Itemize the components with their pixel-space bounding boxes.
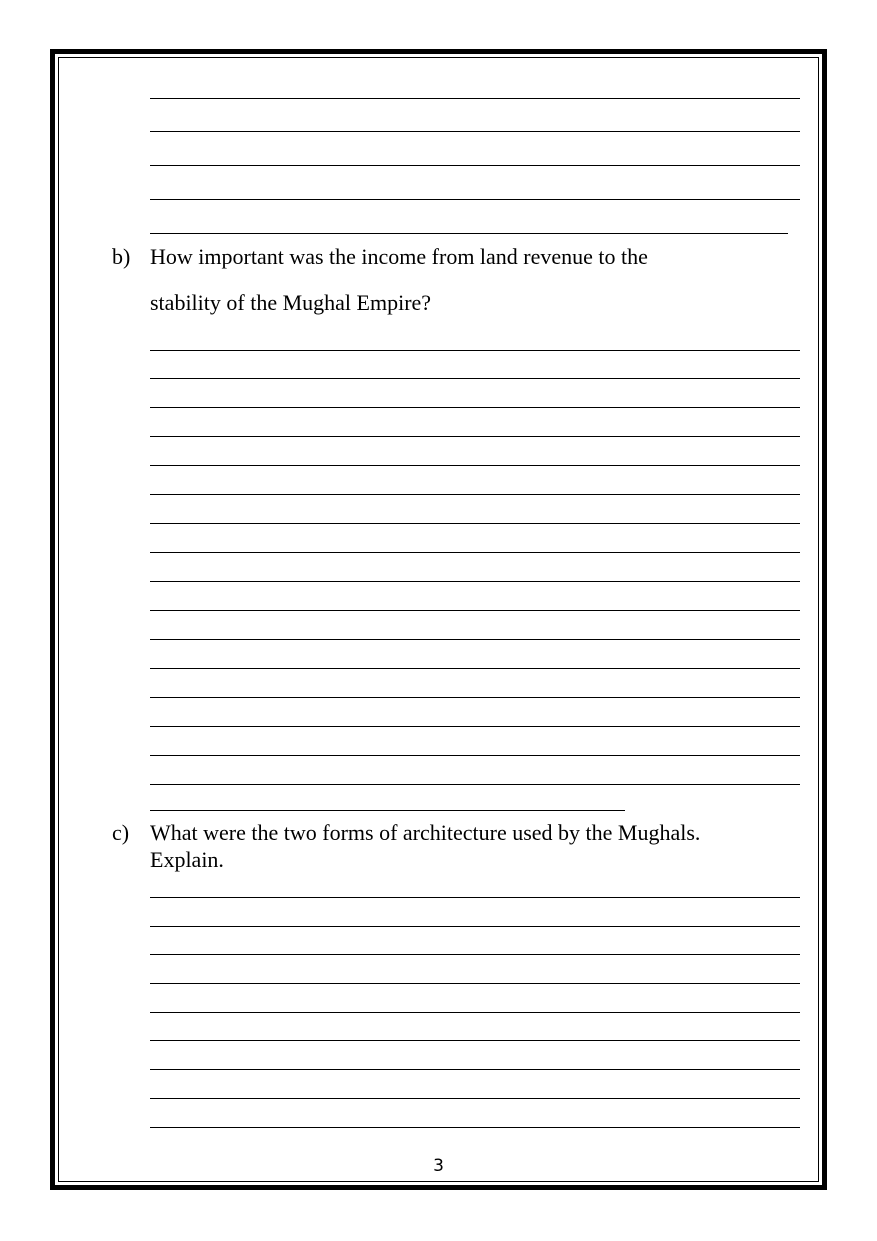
answer-line <box>150 926 800 927</box>
question-c-label: c) <box>112 820 130 845</box>
question-b-label: b) <box>112 244 131 269</box>
answer-line <box>150 131 800 132</box>
page-border-inner <box>58 57 819 1182</box>
answer-line <box>150 494 800 495</box>
answer-line <box>150 610 800 611</box>
answer-line <box>150 1012 800 1013</box>
answer-line <box>150 897 800 898</box>
answer-line <box>150 581 800 582</box>
answer-line <box>150 1098 800 1099</box>
answer-line <box>150 726 800 727</box>
answer-line <box>150 98 800 99</box>
question-b-text-line2: stability of the Mughal Empire? <box>150 290 432 315</box>
answer-line <box>150 784 800 785</box>
answer-line <box>150 199 800 200</box>
answer-line <box>150 407 800 408</box>
answer-line <box>150 668 800 669</box>
answer-line <box>150 552 800 553</box>
page-number: 3 <box>433 1156 444 1176</box>
answer-line <box>150 436 800 437</box>
answer-line <box>150 697 800 698</box>
answer-line <box>150 350 800 351</box>
answer-line <box>150 983 800 984</box>
answer-line <box>150 954 800 955</box>
question-c-text-line2: Explain. <box>150 847 224 872</box>
answer-line <box>150 1127 800 1128</box>
question-b-text-line1: How important was the income from land revenue to the <box>150 244 648 269</box>
answer-line <box>150 378 800 379</box>
answer-line <box>150 1069 800 1070</box>
answer-line <box>150 755 800 756</box>
answer-line <box>150 810 625 811</box>
answer-line <box>150 165 800 166</box>
question-c-text-line1: What were the two forms of architecture used by the Mughals. <box>150 820 701 845</box>
answer-line <box>150 1040 800 1041</box>
answer-line <box>150 233 788 234</box>
answer-line <box>150 639 800 640</box>
answer-line <box>150 523 800 524</box>
answer-line <box>150 465 800 466</box>
